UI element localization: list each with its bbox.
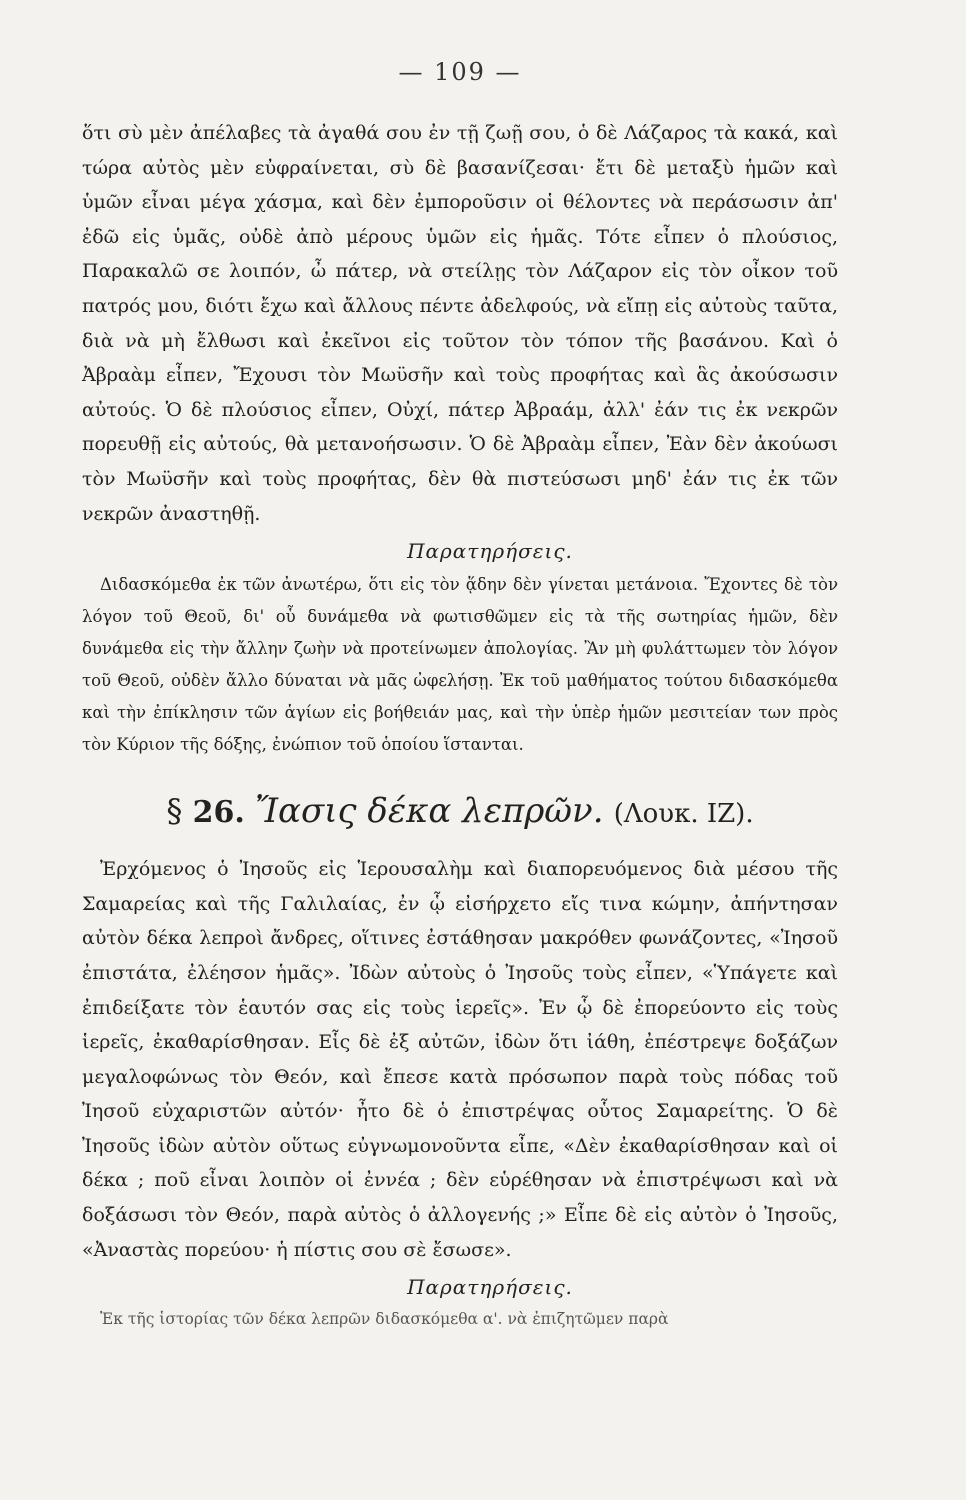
- trailing-paragraph-fragment: Ἐκ τῆς ἱστορίας τῶν δέκα λεπρῶν διδασκόμεθα α'. νὰ ἐπιζητῶμεν παρὰ: [100, 1310, 669, 1329]
- observations-paragraph: Διδασκόμεθα ἐκ τῶν ἀνωτέρω, ὅτι εἰς τὸν ᾅδην δὲν γίνεται μετάνοια. Ἔχοντες δὲ τὸν λόγον τοῦ Θεοῦ, δι' οὗ δυνάμεθα νὰ φωτισθῶμεν εἰς τὰ τῆς σωτηρίας ἡμῶν, δὲν δυνάμεθα εἰς τὴν ἄλλην ζωὴν νὰ προτείνωμεν ἀπολογίας. Ἂν μὴ φυλάττωμεν τὸν λόγον τοῦ Θεοῦ, οὐδὲν ἄλλο δύναται νὰ μᾶς ὠφελήσῃ. Ἐκ τοῦ μαθήματος τούτου διδασκόμεθα καὶ τὴν ἐπίκλησιν τῶν ἁγίων εἰς βοήθειάν μας, καὶ τὴν ὑπὲρ ἡμῶν μεσιτείαν των πρὸς τὸν Κύριον τῆς δόξης, ἐνώπιον τοῦ ὁποίου ἵστανται.: [82, 575, 838, 755]
- section-number: 26.: [192, 795, 245, 831]
- page-number: — 109 —: [398, 58, 522, 86]
- observations-heading-2: Παρατηρήσεις.: [407, 1275, 573, 1300]
- section-reference: (Λουκ. ΙΖ).: [613, 799, 754, 830]
- observations-heading: Παρατηρήσεις.: [407, 539, 573, 564]
- section-sign: §: [166, 792, 183, 831]
- narrative-paragraph: Ἐρχόμενος ὁ Ἰησοῦς εἰς Ἱερουσαλὴμ καὶ διαπορευόμενος διὰ μέσου τῆς Σαμαρείας καὶ τῆς Γαλιλαίας, ἐν ᾧ εἰσήρχετο εἴς τινα κώμην, ἀπήντησαν αὐτὸν δέκα λεπροὶ ἄνδρες, οἵτινες ἐστάθησαν μακρόθεν φωνάζοντες, «Ἰησοῦ ἐπιστάτα, ἐλέησον ἡμᾶς». Ἰδὼν αὐτοὺς ὁ Ἰησοῦς τοὺς εἶπεν, «Ὑπάγετε καὶ ἐπιδείξατε τὸν ἑαυτόν σας εἰς τοὺς ἱερεῖς». Ἐν ᾧ δὲ ἐπορεύοντο εἰς τοὺς ἱερεῖς, ἐκαθαρίσθησαν. Εἷς δὲ ἐξ αὐτῶν, ἰδὼν ὅτι ἰάθη, ἐπέστρεψε δοξάζων μεγαλοφώνως τὸν Θεόν, καὶ ἔπεσε κατὰ πρόσωπον παρὰ τοὺς πόδας τοῦ Ἰησοῦ εὐχαριστῶν αὐτόν· ἦτο δὲ ὁ ἐπιστρέψας οὗτος Σαμαρείτης. Ὁ δὲ Ἰησοῦς ἰδὼν αὐτὸν οὕτως εὐγνωμονοῦντα εἶπε, «Δὲν ἐκαθαρίσθησαν καὶ οἱ δέκα ; ποῦ εἶναι λοιπὸν οἱ ἐννέα ; δὲν εὑρέθησαν νὰ ἐπιστρέψωσι καὶ νὰ δοξάσωσι τὸν Θεόν, παρὰ αὐτὸς ὁ ἀλλογενής ;» Εἶπε δὲ εἰς αὐτὸν ὁ Ἰησοῦς, «Ἀναστὰς πορεύου· ἡ πίστις σου σὲ ἔσωσε».: [82, 858, 838, 1261]
- section-heading: [82, 791, 838, 834]
- body-paragraph: ὅτι σὺ μὲν ἀπέλαβες τὰ ἀγαθά σου ἐν τῇ ζωῇ σου, ὁ δὲ Λάζαρος τὰ κακά, καὶ τώρα αὐτὸς μὲν εὐφραίνεται, σὺ δὲ βασανίζεσαι· ἔτι δὲ μεταξὺ ἡμῶν καὶ ὑμῶν εἶναι μέγα χάσμα, καὶ δὲν ἐμποροῦσιν οἱ θέλοντες νὰ περάσωσιν ἀπ' ἐδῶ εἰς ὑμᾶς, οὐδὲ ἀπὸ μέρους ὑμῶν εἰς ἡμᾶς. Τότε εἶπεν ὁ πλούσιος, Παρακαλῶ σε λοιπόν, ὦ πάτερ, νὰ στείλῃς τὸν Λάζαρον εἰς τὸν οἶκον τοῦ πατρός μου, διότι ἔχω καὶ ἄλλους πέντε ἀδελφούς, νὰ εἴπῃ εἰς αὐτοὺς ταῦτα, διὰ νὰ μὴ ἔλθωσι καὶ ἐκεῖνοι εἰς τοῦτον τὸν τόπον τῆς βασάνου. Καὶ ὁ Ἀβραὰμ εἶπεν, Ἔχουσι τὸν Μωϋσῆν καὶ τοὺς προφήτας καὶ ἃς ἀκούσωσιν αὐτούς. Ὁ δὲ πλούσιος εἶπεν, Οὐχί, πάτερ Ἀβραάμ, ἀλλ' ἐάν τις ἐκ νεκρῶν πορευθῇ εἰς αὐτούς, θὰ μετανοήσωσιν. Ὁ δὲ Ἀβραὰμ εἶπεν, Ἐὰν δὲν ἀκούωσι τὸν Μωϋσῆν καὶ τοὺς προφήτας, δὲν θὰ πιστεύσωσι μηδ' ἐάν τις ἐκ τῶν νεκρῶν ἀναστηθῇ.: [82, 122, 838, 525]
- section-title: Ἴασις δέκα λεπρῶν.: [254, 791, 604, 832]
